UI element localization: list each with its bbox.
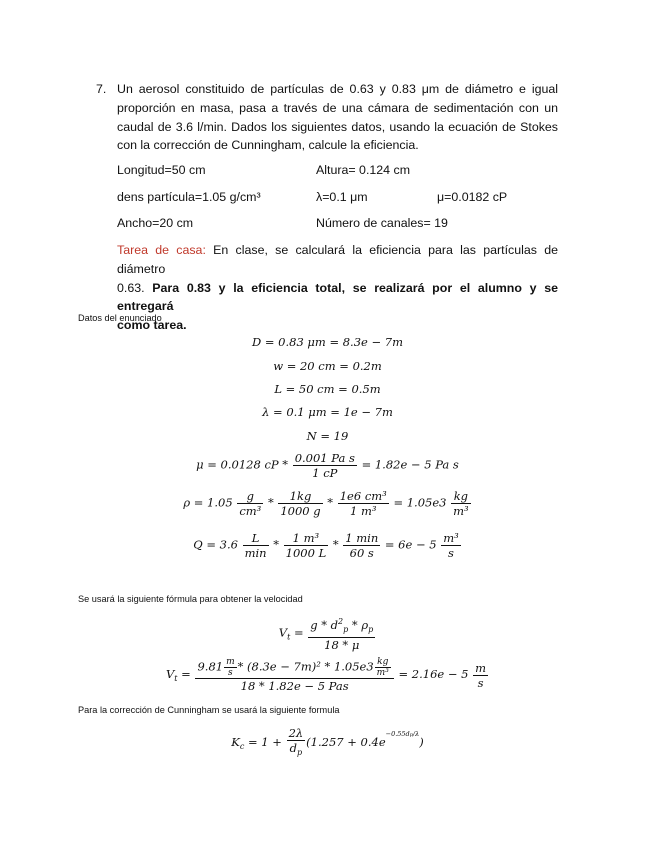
numerator: m <box>475 660 487 675</box>
eq-text: (1.257 + 0.4e <box>306 735 386 749</box>
denominator: 18 * μ <box>324 638 360 652</box>
numerator: g <box>237 489 263 504</box>
fraction <box>308 615 375 652</box>
numerator: 2λ <box>288 726 304 740</box>
section-velocidad: Se usará la siguiente fórmula para obtener la velocidad <box>78 594 303 604</box>
denominator: 1 cP <box>312 466 338 480</box>
denominator: 1000 L <box>285 546 327 560</box>
eq-text: μ = 0.0128 cP * <box>196 457 289 472</box>
eq-text: V <box>278 625 288 640</box>
denominator: 1000 g <box>280 504 321 518</box>
subscript: c <box>239 742 245 751</box>
section-datos: Datos del enunciado <box>78 313 162 323</box>
homework-note <box>117 241 558 335</box>
numerator: g * d <box>310 618 339 632</box>
fraction <box>243 531 269 560</box>
equation-w: w = 20 cm = 0.2m <box>273 359 382 373</box>
numerator: 1 min <box>345 531 379 545</box>
subscript: t <box>174 674 178 683</box>
equation-L: L = 50 cm = 0.5m <box>274 382 381 396</box>
homework-bold: como tarea. <box>117 318 187 333</box>
denominator: s <box>228 668 233 678</box>
numerator: 1e6 cm³ <box>339 489 387 503</box>
subscript: p <box>343 625 349 634</box>
equation-vt-formula: $V_t$ = $\frac{g * d^2_p * \rho_p}{18 * \mu}$ <box>278 617 374 652</box>
denominator: 1 m³ <box>350 504 377 518</box>
homework-label: Tarea de casa: <box>117 243 206 257</box>
section-cunningham: Para la corrección de Cunningham se usará la siguiente formula <box>78 705 340 715</box>
equation-N: N = 19 <box>306 429 349 443</box>
denominator: min <box>244 546 267 560</box>
numerator: kg <box>451 489 471 504</box>
fraction <box>195 657 393 693</box>
denominator: s <box>477 675 484 690</box>
fraction <box>343 531 380 560</box>
denominator: m³ <box>376 668 389 678</box>
equation-lambda: λ = 0.1 μm = 1e − 7m <box>262 405 393 419</box>
numerator: L <box>243 531 269 546</box>
eq-text: = 1.82e − 5 Pa s <box>361 457 459 472</box>
equation-Q: Q = 3.6 $\frac{L}{\min}$ * $\frac{\text{1 m³}}{1000 L}$ * $\frac{1 \min}{60 s}$ = 6e − 5 $\frac{\text{m³}}{s}$ <box>193 531 459 560</box>
param-longitud: Longitud=50 cm <box>117 163 206 177</box>
exponent: p <box>409 732 413 738</box>
fraction <box>278 489 322 518</box>
param-canales: Número de canales= 19 <box>316 216 448 230</box>
exponent: /λ <box>412 730 420 738</box>
denominator: 18 * 1.82e − 5 Pas <box>240 679 349 693</box>
fraction <box>375 657 391 678</box>
param-mu: μ=0.0182 cP <box>437 190 508 204</box>
fraction <box>293 451 357 480</box>
fraction <box>284 531 329 560</box>
equation-rho: ρ = 1.05 $\frac{g}{\text{cm³}}$ * $\frac{1kg}{1000 g}$ * $\frac{\text{1e6 cm³}}{\text{1 m³}}$ = 1.05e3 $\frac{kg}{\text{m³}}$ <box>183 489 469 518</box>
eq-text: = 1 + <box>248 735 282 749</box>
homework-bold: Para 0.83 y la eficiencia total, se realizará por el alumno y se entregará <box>117 280 558 314</box>
homework-text: 0.63. <box>117 280 153 295</box>
equation-mu <box>0 451 655 480</box>
fraction <box>224 657 237 678</box>
fraction <box>441 531 461 560</box>
subscript: p <box>296 748 303 757</box>
subscript: t <box>287 632 291 642</box>
problem-line: con la corrección de Cunningham, calcule la eficiencia. <box>117 138 419 153</box>
eq-text: K <box>231 735 240 749</box>
eq-text: = 2.16e − 5 <box>398 667 469 681</box>
fraction <box>338 489 389 518</box>
problem-line: Un aerosol constituido de partículas de 0.63 y 0.83 μm de diámetro e igual <box>117 82 558 96</box>
numerator: 9.81 <box>197 659 224 674</box>
param-altura: Altura= 0.124 cm <box>316 163 411 177</box>
numerator: 0.001 Pa s <box>294 451 355 465</box>
numerator: m³ <box>443 531 459 545</box>
eq-text: = 1.05e3 <box>393 495 447 510</box>
eq-text: ) <box>419 735 424 749</box>
fraction <box>237 489 263 518</box>
denominator: cm³ <box>239 504 262 518</box>
eq-text: = 6e − 5 <box>384 537 437 552</box>
numerator: kg <box>375 657 391 668</box>
fraction <box>287 726 306 760</box>
denominator: s <box>448 546 454 560</box>
problem-line: caudal de 3.6 l/min. Dados los siguientes datos, usando la ecuación de Stokes <box>117 119 558 134</box>
problem-line: proporción en masa, pasa a través de una cámara de sedimentación con un <box>117 100 558 115</box>
denominator: m³ <box>453 504 469 518</box>
numerator: m <box>226 657 235 667</box>
denominator: d <box>289 741 297 755</box>
eq-text: V <box>165 667 175 681</box>
numerator: * ρ <box>348 618 369 632</box>
numerator: * (8.3e − 7m)² * 1.05e3 <box>237 659 374 674</box>
fraction <box>451 489 471 518</box>
param-densidad: dens partícula=1.05 g/cm³ <box>117 190 261 204</box>
param-lambda: λ=0.1 μm <box>316 190 368 204</box>
equation-kc <box>0 726 655 760</box>
numerator: 1kg <box>278 489 322 504</box>
fraction <box>473 661 488 690</box>
problem-number: 7. <box>96 82 107 96</box>
eq-text: ρ = 1.05 <box>183 495 233 510</box>
problem-statement <box>96 80 558 155</box>
numerator: 1 m³ <box>284 531 329 546</box>
exponent: −0.55d <box>385 730 410 738</box>
homework-text: En clase, se calculará la eficiencia para las partículas de diámetro <box>117 243 558 276</box>
param-ancho: Ancho=20 cm <box>117 216 194 230</box>
eq-text: Q = 3.6 <box>193 537 238 552</box>
denominator: 60 s <box>349 546 374 560</box>
superscript: 2 <box>338 617 344 626</box>
equation-D: D = 0.83 μm = 8.3e − 7m <box>251 335 404 349</box>
subscript: p <box>368 625 374 634</box>
equation-vt-value: $V_t$ = 9.81 $\frac{m}{s}$ * (8.3e − 7m)² * 1.05e3 $\frac{kg}{\text{m³}}$ 18 * 1.82e − 5 Pas = 2.16e − 5 $\frac{m}{s}$ <box>165 657 487 693</box>
